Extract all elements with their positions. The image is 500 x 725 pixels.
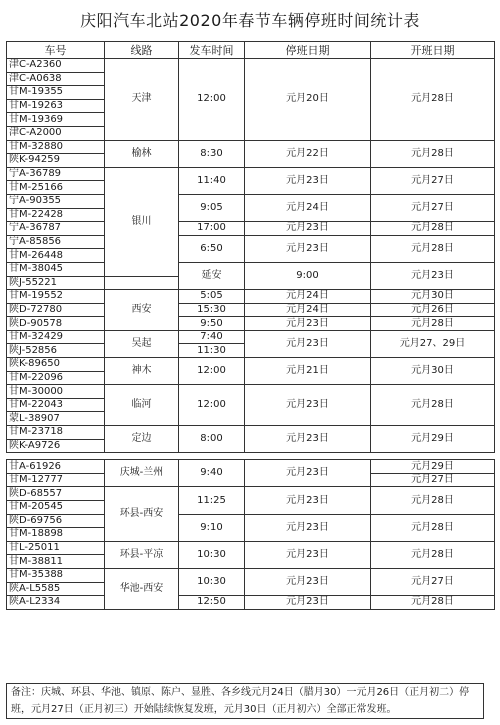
stop-date-cell: 元月22日 — [245, 140, 371, 167]
route-cell: 神木 — [105, 358, 179, 385]
table-row — [7, 167, 495, 181]
car-number-cell: 甘M-23718 — [7, 426, 105, 440]
stop-date-cell: 元月23日 — [245, 487, 371, 514]
open-date-cell: 元月30日 — [371, 358, 495, 385]
table-row — [7, 290, 495, 304]
departure-time-cell: 11:25 — [179, 487, 245, 514]
departure-time-cell: 12:00 — [179, 59, 245, 141]
table-row — [7, 262, 495, 276]
open-date-cell: 元月30日 — [371, 290, 495, 304]
car-number-cell: 宁A-85856 — [7, 235, 105, 249]
open-date-cell: 元月27日 — [371, 568, 495, 595]
spacer-cell — [179, 453, 245, 460]
car-number-cell: 津C-A2360 — [7, 59, 105, 73]
stop-date-cell: 元月23日 — [245, 596, 371, 610]
car-number-cell: 甘L-25011 — [7, 541, 105, 555]
header-stop-date: 停班日期 — [245, 42, 371, 59]
departure-time-cell: 17:00 — [179, 222, 245, 236]
departure-time-cell: 12:50 — [179, 596, 245, 610]
car-number-cell: 甘M-22096 — [7, 371, 105, 385]
departure-time-cell: 10:30 — [179, 568, 245, 595]
car-number-cell: 甘M-20545 — [7, 501, 105, 515]
departure-time-cell: 9:05 — [179, 194, 245, 221]
departure-time-cell: 10:30 — [179, 541, 245, 568]
departure-time-cell: 6:50 — [179, 235, 245, 262]
car-number-cell: 甘M-26448 — [7, 249, 105, 263]
table-row — [7, 514, 495, 528]
spacer-cell — [371, 453, 495, 460]
departure-time-cell: 5:05 — [179, 290, 245, 304]
car-number-cell: 甘M-38045 — [7, 262, 105, 276]
spacer-row — [7, 453, 495, 460]
table-row — [7, 385, 495, 399]
table-row — [7, 317, 495, 331]
route-cell: 定边 — [105, 426, 179, 453]
car-number-cell: 陕D-68557 — [7, 487, 105, 501]
car-number-cell: 陕J-55221 — [7, 276, 105, 290]
route-cell: 吴起 — [105, 330, 179, 357]
stop-date-cell: 元月24日 — [245, 290, 371, 304]
departure-time-cell: 9:00 — [245, 262, 371, 289]
route-cell: 华池-西安 — [105, 568, 179, 609]
stop-date-cell: 元月23日 — [245, 568, 371, 595]
car-number-cell: 津C-A0638 — [7, 72, 105, 86]
open-date-cell: 元月27、29日 — [371, 330, 495, 357]
car-number-cell: 宁A-36789 — [7, 167, 105, 181]
departure-time-cell: 11:30 — [179, 344, 245, 358]
car-number-cell: 陕J-52856 — [7, 344, 105, 358]
car-number-cell: 甘M-18898 — [7, 528, 105, 542]
car-number-cell: 甘M-19552 — [7, 290, 105, 304]
table-row — [7, 358, 495, 372]
open-date-cell: 元月28日 — [371, 541, 495, 568]
header-route: 线路 — [105, 42, 179, 59]
open-date-cell: 元月26日 — [371, 303, 495, 317]
table-row — [7, 235, 495, 249]
car-number-cell: 宁A-90355 — [7, 194, 105, 208]
car-number-cell: 甘M-22043 — [7, 398, 105, 412]
departure-time-cell: 15:30 — [179, 303, 245, 317]
car-number-cell: 陕K-94259 — [7, 154, 105, 168]
open-date-cell: 元月28日 — [371, 596, 495, 610]
car-number-cell: 甘M-25166 — [7, 181, 105, 195]
departure-time-cell: 12:00 — [179, 358, 245, 385]
spacer-cell — [105, 453, 179, 460]
open-date-cell: 元月27日 — [371, 194, 495, 221]
car-number-cell: 甘M-19263 — [7, 99, 105, 113]
table-row — [7, 426, 495, 440]
car-number-cell: 甘M-19355 — [7, 86, 105, 100]
route-cell: 银川 — [105, 167, 179, 276]
open-date-cell: 元月28日 — [371, 487, 495, 514]
stop-date-cell: 元月23日 — [245, 330, 371, 357]
car-number-cell: 津C-A2000 — [7, 126, 105, 140]
car-number-cell: 甘M-12777 — [7, 473, 105, 487]
car-number-cell: 甘M-32880 — [7, 140, 105, 154]
stop-date-cell: 元月23日 — [245, 317, 371, 331]
header-car: 车号 — [7, 42, 105, 59]
car-number-cell: 甘M-38811 — [7, 555, 105, 569]
departure-time-cell: 12:00 — [179, 385, 245, 426]
spacer-cell — [245, 453, 371, 460]
stop-date-cell: 元月20日 — [245, 59, 371, 141]
stop-date-cell: 元月23日 — [245, 426, 371, 453]
stop-date-cell: 元月21日 — [245, 358, 371, 385]
open-date-cell: 元月28日 — [371, 140, 495, 167]
footnote: 备注：庆城、环县、华池、镇原、陈户、显胜、各乡线元月24日（腊月30）一元月26日（正月初二）停班，元月27日（正月初三）开始陆续恢复发班，元月30日（正月初六）全部正常发班。 — [6, 683, 484, 719]
table-row — [7, 541, 495, 555]
open-date-cell: 元月28日 — [371, 385, 495, 426]
table-row — [7, 222, 495, 236]
table-row — [7, 303, 495, 317]
car-number-cell: 陕A-L5585 — [7, 582, 105, 596]
table-row — [7, 487, 495, 501]
departure-time-cell: 8:30 — [179, 140, 245, 167]
spacer-cell — [7, 453, 105, 460]
car-number-cell: 甘M-35388 — [7, 568, 105, 582]
route-cell: 榆林 — [105, 140, 179, 167]
stop-date-cell: 元月23日 — [371, 262, 495, 289]
stop-date-cell: 元月24日 — [245, 194, 371, 221]
departure-time-cell: 7:40 — [179, 330, 245, 344]
open-date-cell: 元月28日 — [371, 59, 495, 141]
car-number-cell: 甘M-22428 — [7, 208, 105, 222]
stop-date-cell: 元月23日 — [245, 222, 371, 236]
route-cell: 延安 — [179, 262, 245, 289]
departure-time-cell: 9:50 — [179, 317, 245, 331]
car-number-cell: 蒙L-38907 — [7, 412, 105, 426]
stop-date-cell: 元月23日 — [245, 235, 371, 262]
table-body — [7, 59, 495, 610]
departure-time-cell: 9:10 — [179, 514, 245, 541]
stop-date-cell: 元月23日 — [245, 385, 371, 426]
departure-time-cell: 11:40 — [179, 167, 245, 194]
stop-date-cell: 元月24日 — [245, 303, 371, 317]
table-row — [7, 194, 495, 208]
route-cell: 环县-西安 — [105, 487, 179, 541]
open-date-cell: 元月28日 — [371, 222, 495, 236]
route-cell: 天津 — [105, 59, 179, 141]
car-number-cell: 宁A-36787 — [7, 222, 105, 236]
open-date-cell: 元月28日 — [371, 235, 495, 262]
table-row — [7, 330, 495, 344]
route-cell: 西安 — [105, 290, 179, 331]
car-number-cell: 甘A-61926 — [7, 460, 105, 474]
route-cell: 环县-平凉 — [105, 541, 179, 568]
car-number-cell: 甘M-19369 — [7, 113, 105, 127]
stop-date-cell: 元月23日 — [245, 541, 371, 568]
stop-date-cell: 元月23日 — [245, 460, 371, 487]
open-date-cell: 元月29日 — [371, 460, 495, 474]
departure-time-cell: 9:40 — [179, 460, 245, 487]
open-date-cell: 元月29日 — [371, 426, 495, 453]
open-date-cell: 元月28日 — [371, 317, 495, 331]
header-time: 发车时间 — [179, 42, 245, 59]
route-cell: 临河 — [105, 385, 179, 426]
table-row — [7, 140, 495, 154]
header-open-date: 开班日期 — [371, 42, 495, 59]
table-row — [7, 59, 495, 73]
car-number-cell: 陕K-A9726 — [7, 439, 105, 453]
schedule-table — [6, 41, 495, 610]
stop-date-cell: 元月23日 — [245, 514, 371, 541]
page-title: 庆阳汽车北站2020年春节车辆停班时间统计表 — [80, 11, 420, 30]
car-number-cell: 甘M-32429 — [7, 330, 105, 344]
car-number-cell: 陕K-89650 — [7, 358, 105, 372]
route-cell: 庆城-兰州 — [105, 460, 179, 487]
open-date-cell: 元月27日 — [371, 473, 495, 487]
car-number-cell: 甘M-30000 — [7, 385, 105, 399]
open-date-cell: 元月28日 — [371, 514, 495, 541]
car-number-cell: 陕D-69756 — [7, 514, 105, 528]
car-number-cell: 陕A-L2334 — [7, 596, 105, 610]
table-row — [7, 596, 495, 610]
open-date-cell: 元月27日 — [371, 167, 495, 194]
car-number-cell: 陕D-72780 — [7, 303, 105, 317]
stop-date-cell: 元月23日 — [245, 167, 371, 194]
header-row — [7, 42, 495, 59]
table-row — [7, 568, 495, 582]
departure-time-cell: 8:00 — [179, 426, 245, 453]
car-number-cell: 陕D-90578 — [7, 317, 105, 331]
table-row — [7, 460, 495, 474]
